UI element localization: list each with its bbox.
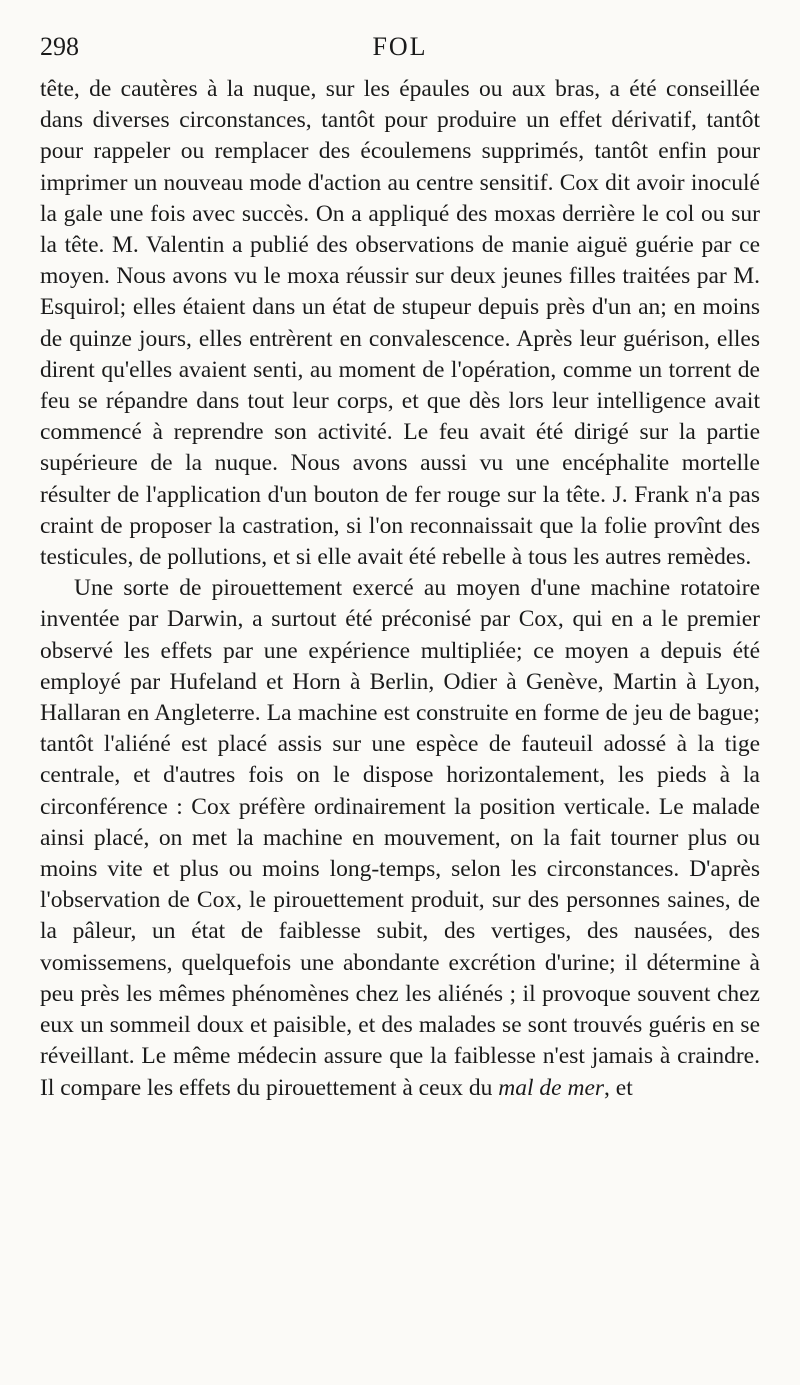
body-text (40, 74, 760, 1104)
paragraph-2-italic: mal de mer (498, 1074, 605, 1101)
paragraph-2 (40, 573, 760, 1103)
paragraph-1: tête, de cautères à la nuque, sur les épaules ou aux bras, a été conseillée dans diverses circonstances, tantôt pour produire un effet dérivatif, tantôt pour rappeler ou remplacer des écoulemens supprimés, tantôt enfin pour imprimer un nouveau mode d'action au centre sensitif. Cox dit avoir inoculé la gale une fois avec succès. On a appliqué des moxas derrière le col ou sur la tête. M. Valentin a publié des observations de manie aiguë guérie par ce moyen. Nous avons vu le moxa réussir sur deux jeunes filles traitées par M. Esquirol; elles étaient dans un état de stupeur depuis près d'un an; en moins de quinze jours, elles entrèrent en convalescence. Après leur guérison, elles dirent qu'elles avaient senti, au moment de l'opération, comme un torrent de feu se répandre dans tout leur corps, et que dès lors leur intelligence avait commencé à reprendre son activité. Le feu avait été dirigé sur la partie supérieure de la nuque. Nous avons aussi vu une encéphalite mortelle résulter de l'application d'un bouton de fer rouge sur la tête. J. Frank n'a pas craint de proposer la castration, si l'on reconnaissait que la folie provînt des testicules, de pollutions, et si elle avait été rebelle à tous les autres remèdes. (40, 76, 760, 571)
page-number: 298 (40, 32, 79, 61)
page-header (40, 28, 760, 68)
paragraph-2-end: , et (604, 1074, 633, 1101)
running-head: FOL (372, 32, 428, 61)
paragraph-2-main: Une sorte de pirouettement exercé au moyen d'une machine rotatoire inventée par Darwin, a surtout été préconisé par Cox, qui en a le premier observé les effets par une expérience multipliée; ce moyen a depuis été employé par Hufeland et Horn à Berlin, Odier à Genève, Martin à Lyon, Hallaran en Angleterre. La machine est construite en forme de jeu de bague; tantôt l'aliéné est placé assis sur une espèce de fauteuil adossé à la tige centrale, et d'autres fois on le dispose horizontalement, les pieds à la circonférence : Cox préfère ordinairement la position verticale. Le malade ainsi placé, on met la machine en mouvement, on la fait tourner plus ou moins vite et plus ou moins long-temps, selon les circonstances. D'après l'observation de Cox, le pirouettement produit, sur des personnes saines, de la pâleur, un état de faiblesse subit, des vertiges, des nausées, des vomissemens, quelquefois une abondante excrétion d'urine; il détermine à peu près les mêmes phénomènes chez les aliénés ; il provoque souvent chez eux un sommeil doux et paisible, et des malades se sont trouvés guéris en se réveillant. Le même médecin assure que la faiblesse n'est jamais à craindre. Il compare les effets du pirouettement à ceux du (40, 575, 760, 1101)
